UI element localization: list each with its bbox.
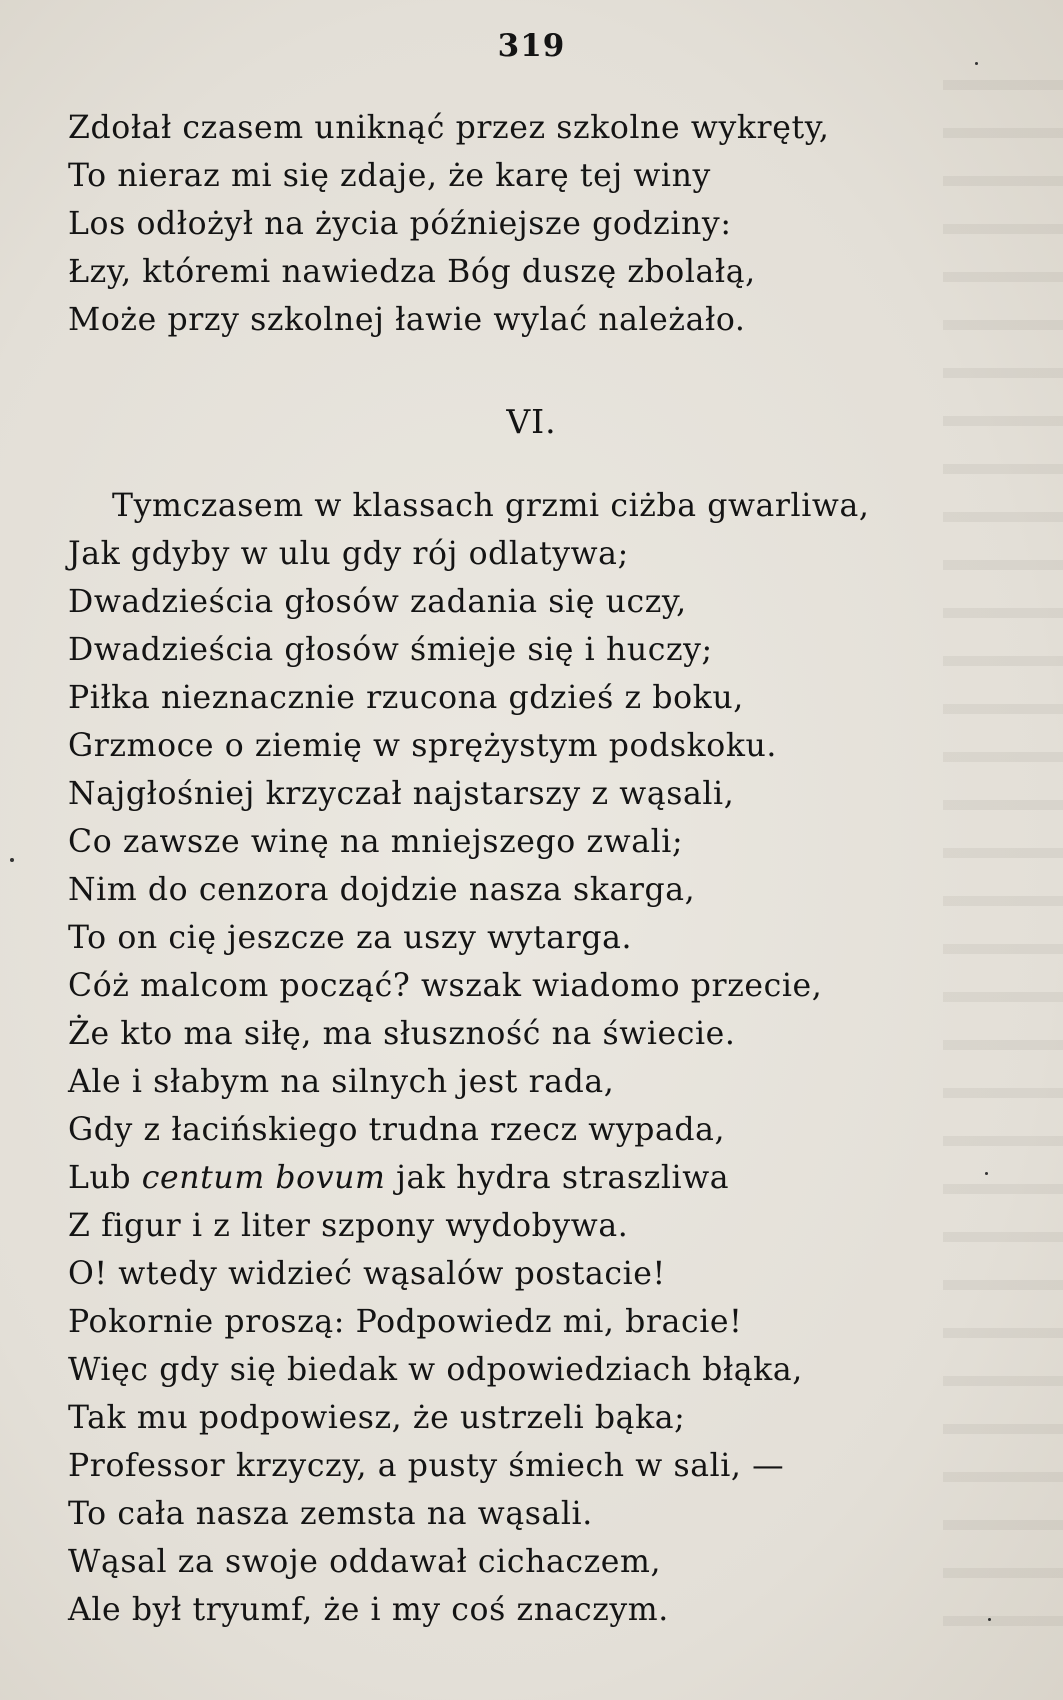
verse-line: Grzmoce o ziemię w sprężystym podskoku. <box>68 728 778 764</box>
verse-line: Tak mu podpowiesz, że ustrzeli bąka; <box>68 1400 686 1436</box>
ink-speck <box>10 858 14 862</box>
verse-line: Cóż malcom począć? wszak wiadomo przecie, <box>68 968 823 1004</box>
verse-line: Wąsal za swoje oddawał cichaczem, <box>68 1544 662 1580</box>
show-through-text <box>943 80 1063 1640</box>
ink-speck <box>985 1172 988 1175</box>
verse-line <box>68 1154 869 1202</box>
verse-text: jak hydra straszliwa <box>385 1160 730 1196</box>
verse-line: Ale był tryumf, że i my coś znaczym. <box>68 1592 669 1628</box>
verse-line: Ale i słabym na silnych jest rada, <box>68 1064 615 1100</box>
verse-line: Co zawsze winę na mniejszego zwali; <box>68 824 684 860</box>
verse-text: Lub <box>68 1160 142 1196</box>
ink-speck <box>975 62 978 65</box>
verse-line: To nieraz mi się zdaje, że karę tej winy <box>68 158 711 194</box>
verse-line: Jak gdyby w ulu gdy rój odlatywa; <box>68 536 629 572</box>
verse-line: Więc gdy się biedak w odpowiedziach błąka, <box>68 1352 803 1388</box>
verse-line: Gdy z łacińskiego trudna rzecz wypada, <box>68 1112 726 1148</box>
section-heading: VI. <box>506 402 557 441</box>
verse-line: Z figur i z liter szpony wydobywa. <box>68 1208 629 1244</box>
verse-line: Dwadzieścia głosów zadania się uczy, <box>68 584 687 620</box>
verse-line: Że kto ma siłę, ma słuszność na świecie. <box>68 1016 736 1052</box>
verse-line: To cała nasza zemsta na wąsali. <box>68 1496 593 1532</box>
verse-line: Dwadzieścia głosów śmieje się i huczy; <box>68 632 713 668</box>
page-number: 319 <box>497 28 566 64</box>
stanza-1 <box>68 104 830 344</box>
verse-line: Pokornie proszą: Podpowiedz mi, bracie! <box>68 1304 743 1340</box>
stanza-2 <box>68 482 869 1634</box>
verse-line: Najgłośniej krzyczał najstarszy z wąsali, <box>68 776 735 812</box>
verse-line: O! wtedy widzieć wąsalów postacie! <box>68 1256 666 1292</box>
latin-phrase: centum bovum <box>141 1160 386 1196</box>
verse-line: Łzy, któremi nawiedza Bóg duszę zbolałą, <box>68 254 756 290</box>
verse-line: Może przy szkolnej ławie wylać należało. <box>68 302 746 338</box>
verse-line: Tymczasem w klassach grzmi ciżba gwarliwa, <box>112 488 870 524</box>
verse-line: Nim do cenzora dojdzie nasza skarga, <box>68 872 696 908</box>
ink-speck <box>988 1618 991 1621</box>
verse-line: To on cię jeszcze za uszy wytarga. <box>68 920 633 956</box>
verse-line: Zdołał czasem uniknąć przez szkolne wykręty, <box>68 110 830 146</box>
verse-line: Piłka nieznacznie rzucona gdzieś z boku, <box>68 680 744 716</box>
verse-line: Los odłożył na życia późniejsze godziny: <box>68 206 732 242</box>
verse-line: Professor krzyczy, a pusty śmiech w sali, — <box>68 1448 785 1484</box>
